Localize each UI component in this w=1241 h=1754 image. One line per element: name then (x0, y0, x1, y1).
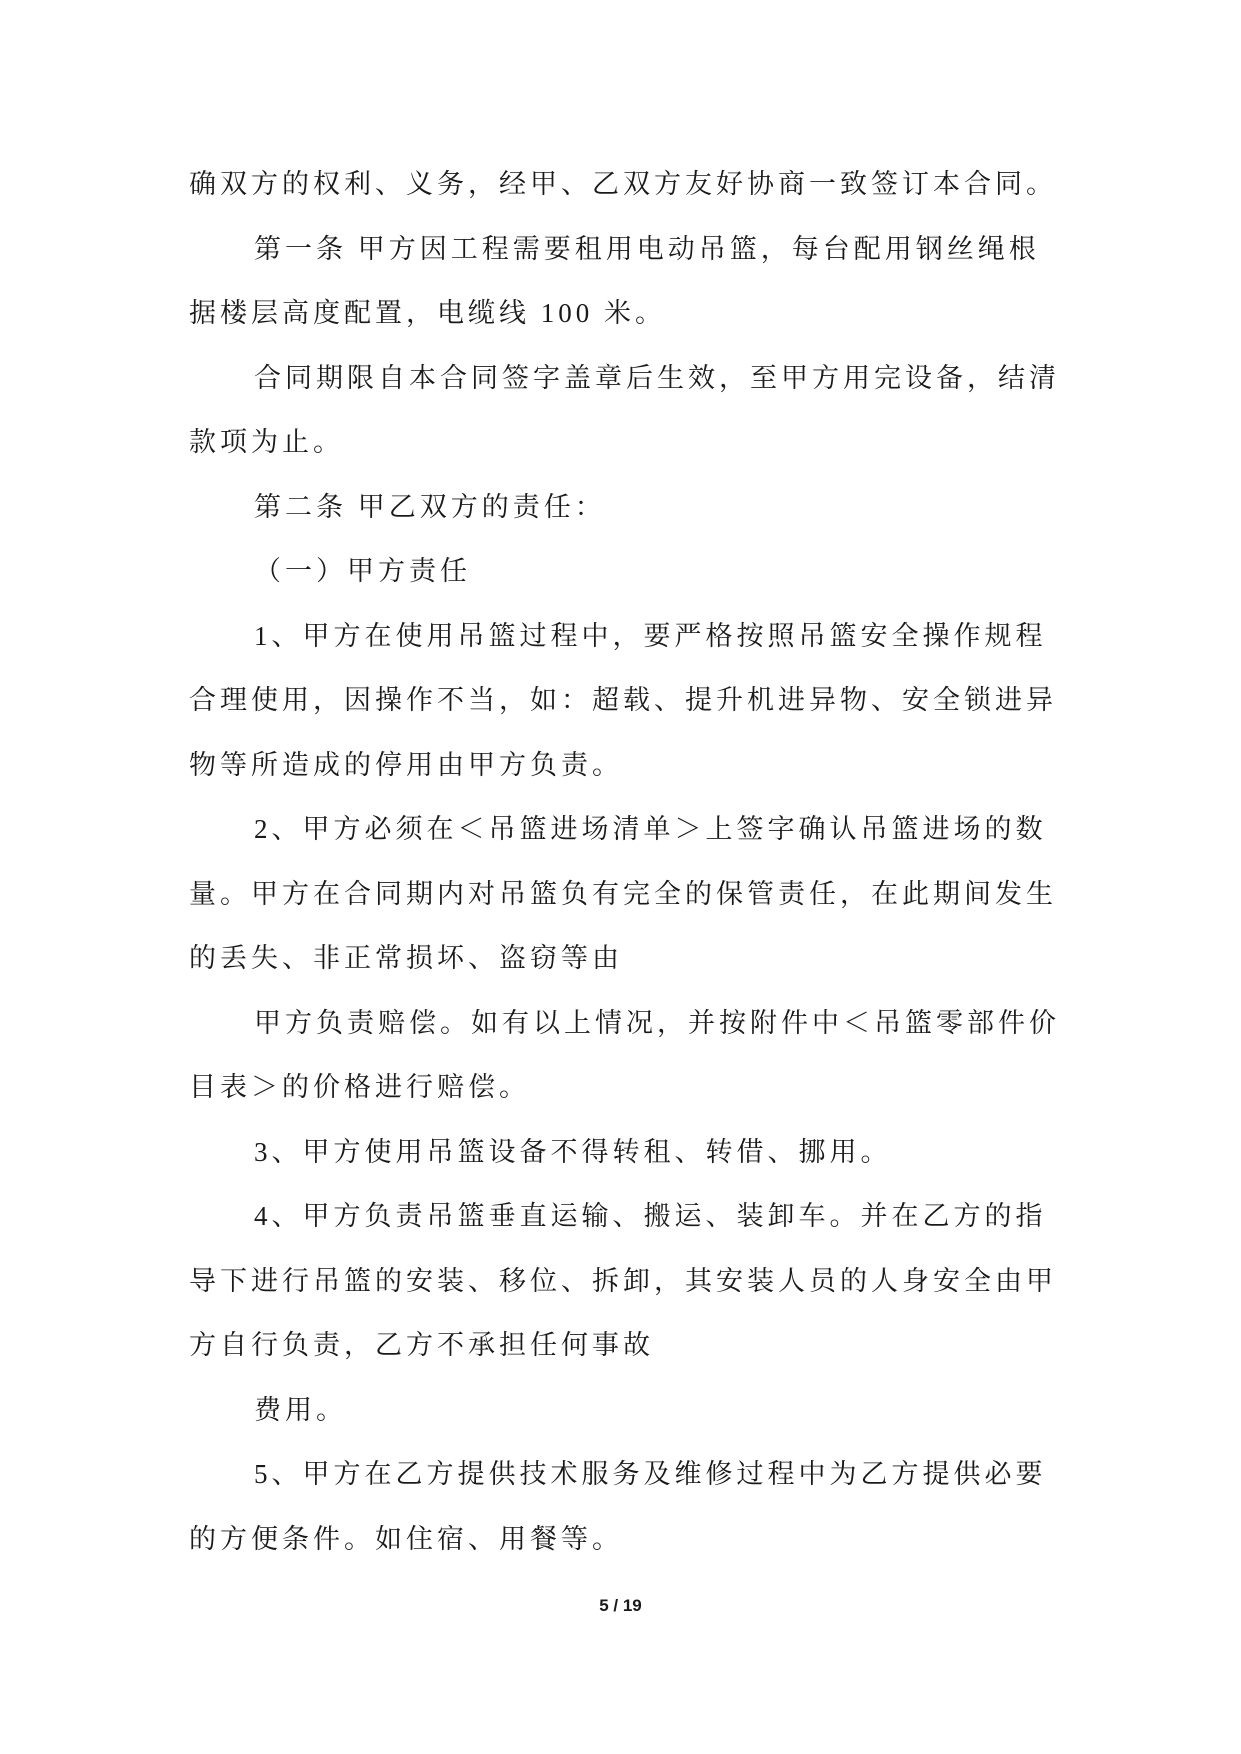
paragraph-start-line: 甲方负责赔偿。如有以上情况，并按附件中＜吊篮零部件价 (254, 1007, 1060, 1038)
text-line: 物等所造成的停用由甲方负责。 (189, 749, 623, 780)
clause-2-line: 2、甲方必须在＜吊篮进场清单＞上签字确认吊篮进场的数 (254, 814, 1047, 844)
text-line: 的方便条件。如住宿、用餐等。 (189, 1523, 623, 1554)
document-body (0, 152, 1241, 1571)
text-line: 目表＞的价格进行赔偿。 (189, 1072, 530, 1102)
text-line: 的丢失、非正常损坏、盗窃等由 (189, 943, 623, 973)
article-2-heading-line: 第二条 甲乙双方的责任： (254, 491, 606, 522)
paragraph-start-line: 费用。 (254, 1394, 347, 1425)
text-line: 量。甲方在合同期内对吊篮负有完全的保管责任，在此期间发生 (189, 878, 1057, 909)
text-line: 合理使用，因操作不当，如：超载、提升机进异物、安全锁进异 (189, 685, 1057, 715)
clause-5-line: 5、甲方在乙方提供技术服务及维修过程中为乙方提供必要 (254, 1459, 1047, 1489)
text-line: 方自行负责，乙方不承担任何事故 (189, 1330, 654, 1360)
text-line: 导下进行吊篮的安装、移位、拆卸，其安装人员的人身安全由甲 (189, 1265, 1057, 1296)
text-line: 据楼层高度配置，电缆线 100 米。 (189, 298, 666, 328)
clause-1-line: 1、甲方在使用吊篮过程中，要严格按照吊篮安全操作规程 (254, 620, 1047, 651)
section-heading-line: （一）甲方责任 (254, 556, 471, 586)
paragraph-start-line: 合同期限自本合同签字盖章后生效，至甲方用完设备，结清 (254, 362, 1060, 393)
article-1-heading-line: 第一条 甲方因工程需要租用电动吊篮，每台配用钢丝绳根 (254, 233, 1040, 264)
clause-3-line: 3、甲方使用吊篮设备不得转租、转借、挪用。 (254, 1136, 892, 1167)
page-number: 5 / 19 (599, 1596, 642, 1615)
text-line: 确双方的权利、义务，经甲、乙双方友好协商一致签订本合同。 (189, 169, 1057, 199)
clause-4-line: 4、甲方负责吊篮垂直运输、搬运、装卸车。并在乙方的指 (254, 1201, 1047, 1231)
text-line: 款项为止。 (189, 427, 344, 457)
